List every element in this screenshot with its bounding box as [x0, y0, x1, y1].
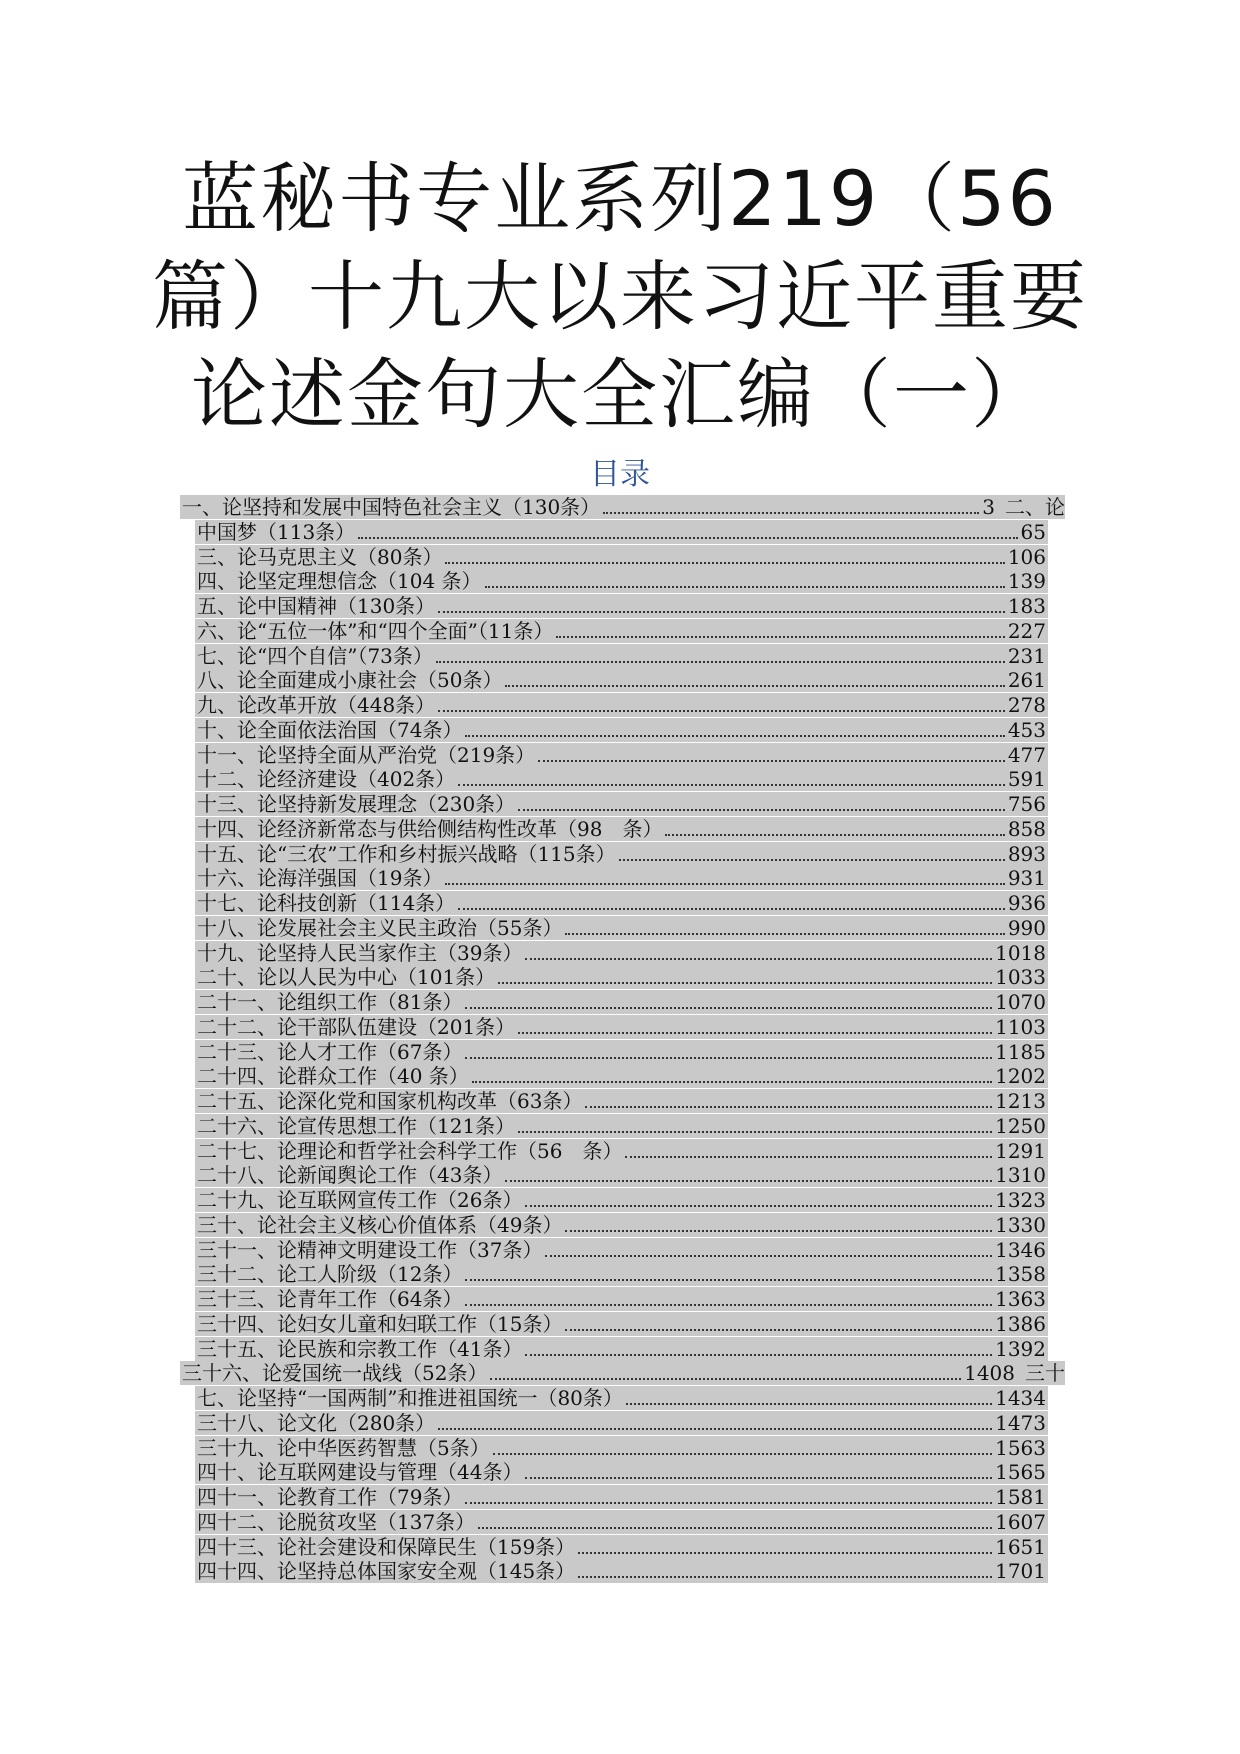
- toc-dot-leader: [565, 933, 1004, 935]
- toc-dot-leader: [518, 1131, 992, 1133]
- toc-entry-label: 三十四、论妇女儿童和妇联工作（15条）: [197, 1311, 563, 1336]
- toc-entry[interactable]: [195, 743, 1048, 767]
- toc-dot-leader: [465, 1007, 992, 1009]
- toc-entry[interactable]: [195, 693, 1048, 717]
- toc-dot-leader: [498, 982, 992, 984]
- toc-entry-label: 二十三、论人才工作（67条）: [197, 1039, 463, 1064]
- toc-entry[interactable]: [195, 891, 1048, 915]
- toc-entry-page: 1563: [995, 1435, 1046, 1460]
- toc-entry-page: 1358: [995, 1262, 1046, 1287]
- title-line-3: 论述金句大全汇编（一）: [191, 350, 1049, 439]
- toc-entry-label: 十九、论坚持人民当家作主（39条）: [197, 940, 523, 965]
- toc-entry[interactable]: [195, 941, 1048, 965]
- toc-entry-page: 858: [1007, 816, 1046, 841]
- toc-entry-label: 二十一、论组织工作（81条）: [197, 990, 463, 1014]
- toc-entry-label: 二十六、论宣传思想工作（121条）: [197, 1113, 516, 1138]
- toc-entry-page: 1213: [995, 1089, 1046, 1113]
- toc-entry-label: 二十二、论干部队伍建设（201条）: [197, 1014, 516, 1039]
- toc-entry-page: 936: [1007, 891, 1046, 915]
- toc-dot-leader: [556, 636, 1004, 638]
- toc-dot-leader: [545, 1255, 992, 1257]
- toc-entry[interactable]: [195, 1510, 1048, 1534]
- toc-entry-page: 1434: [995, 1386, 1046, 1410]
- toc-entry-page: 453: [1007, 717, 1046, 742]
- toc-entry-label: 十七、论科技创新（114条）: [197, 891, 456, 915]
- toc-entry[interactable]: [195, 1559, 1048, 1583]
- toc-entry-label: 四十一、论教育工作（79条）: [197, 1485, 463, 1509]
- toc-entry-label: 二十七、论理论和哲学社会科学工作（56 条）: [197, 1138, 623, 1163]
- title-line-2: 篇）十九大以来习近平重要: [152, 252, 1088, 341]
- toc-entry-page: 591: [1007, 767, 1046, 792]
- toc-dot-leader: [625, 1156, 992, 1158]
- toc-dot-leader: [578, 1576, 992, 1578]
- toc-entry-page: 1473: [995, 1410, 1046, 1435]
- toc-entry[interactable]: [195, 520, 1048, 544]
- toc-entry-page: 756: [1007, 792, 1046, 816]
- toc-dot-leader: [445, 562, 1004, 564]
- toc-dot-leader: [458, 784, 1005, 786]
- toc-entry-page: 1291: [995, 1138, 1046, 1163]
- toc-entry[interactable]: [195, 792, 1048, 816]
- toc-dot-leader: [490, 1378, 961, 1380]
- toc-dot-leader: [565, 1329, 992, 1331]
- toc-entry[interactable]: [195, 545, 1048, 569]
- toc-entry[interactable]: [195, 1188, 1048, 1212]
- toc-dot-leader: [438, 611, 1005, 613]
- toc-entry[interactable]: [195, 1015, 1048, 1039]
- toc-dot-leader: [525, 1477, 992, 1479]
- toc-entry[interactable]: [195, 1386, 1048, 1410]
- toc-entry-label: 五、论中国精神（130条）: [197, 594, 436, 618]
- toc-dot-leader: [578, 1552, 992, 1554]
- toc-dot-leader: [436, 661, 1005, 663]
- toc-entry-page: 278: [1007, 693, 1046, 717]
- toc-entry-label: 三十九、论中华医药智慧（5条）: [197, 1435, 490, 1460]
- toc-entry-page: 1581: [995, 1485, 1046, 1509]
- toc-entry-label: 二十四、论群众工作（40 条）: [197, 1064, 469, 1089]
- toc-entry[interactable]: [195, 965, 1048, 989]
- toc-entry-label: 二十八、论新闻舆论工作（43条）: [197, 1163, 503, 1188]
- toc-entry-label: 八、论全面建成小康社会（50条）: [197, 668, 503, 693]
- toc-entry-label: 十、论全面依法治国（74条）: [197, 717, 463, 742]
- toc-entry-continuation: 三十: [1025, 1361, 1065, 1386]
- toc-entry-label: 十二、论经济建设（402条）: [197, 767, 456, 792]
- title-line-1: 蓝秘书专业系列219（56: [182, 154, 1058, 243]
- toc-entry[interactable]: [195, 1485, 1048, 1509]
- toc-entry-label: 四十三、论社会建设和保障民生（159条）: [197, 1534, 576, 1559]
- toc-entry-page: 1202: [995, 1064, 1046, 1089]
- toc-entry-label: 三十、论社会主义核心价值体系（49条）: [197, 1212, 563, 1237]
- toc-entry-label: 七、论“四个自信”（73条）: [197, 643, 433, 668]
- toc-entry-label: 三十二、论工人阶级（12条）: [197, 1262, 463, 1287]
- toc-dot-leader: [603, 512, 979, 514]
- toc-entry-page: 1392: [995, 1336, 1046, 1361]
- toc-entry[interactable]: [195, 718, 1048, 742]
- toc-entry-page: 893: [1007, 841, 1046, 866]
- toc-entry-page: 990: [1007, 915, 1046, 940]
- toc-heading: 目录: [590, 457, 650, 492]
- toc-entry[interactable]: [195, 990, 1048, 1014]
- toc-entry-page: 106: [1007, 544, 1046, 569]
- toc-entry[interactable]: [195, 1535, 1048, 1559]
- toc-dot-leader: [518, 1032, 992, 1034]
- toc-entry[interactable]: [195, 1312, 1048, 1336]
- toc-entry[interactable]: [195, 866, 1048, 890]
- toc-entry-label: 二十九、论互联网宣传工作（26条）: [197, 1188, 523, 1212]
- toc-dot-leader: [438, 1428, 992, 1430]
- toc-dot-leader: [665, 834, 1004, 836]
- toc-entry[interactable]: [195, 1163, 1048, 1187]
- toc-entry-label: 十四、论经济新常态与供给侧结构性改革（98 条）: [197, 816, 663, 841]
- toc-dot-leader: [493, 1453, 992, 1455]
- toc-dot-leader: [465, 1304, 992, 1306]
- toc-entry-label: 四十四、论坚持总体国家安全观（145条）: [197, 1559, 576, 1584]
- toc-entry-label: 一、论坚持和发展中国特色社会主义（130条）: [182, 495, 601, 519]
- toc-dot-leader: [565, 1230, 992, 1232]
- toc-entry[interactable]: [180, 1361, 1065, 1385]
- toc-entry-label: 十一、论坚持全面从严治党（219条）: [197, 742, 536, 767]
- toc-entry[interactable]: [195, 1064, 1048, 1088]
- toc-dot-leader: [538, 760, 1005, 762]
- toc-entry-page: 1185: [995, 1039, 1046, 1064]
- toc-entry[interactable]: [195, 594, 1048, 618]
- toc-entry-label: 三十三、论青年工作（64条）: [197, 1287, 463, 1311]
- toc-dot-leader: [445, 883, 1004, 885]
- toc-entry[interactable]: [195, 817, 1048, 841]
- toc-dot-leader: [525, 1205, 992, 1207]
- toc-entry-page: 1070: [995, 990, 1046, 1014]
- toc-entry-label: 四十二、论脱贫攻坚（137条）: [197, 1509, 476, 1534]
- toc-entry-label: 三、论马克思主义（80条）: [197, 544, 443, 569]
- toc-entry[interactable]: [195, 1337, 1048, 1361]
- toc-entry[interactable]: [180, 495, 1065, 519]
- toc-dot-leader: [485, 586, 1005, 588]
- toc-entry-page: 1408: [964, 1361, 1015, 1386]
- toc-dot-leader: [472, 1081, 992, 1083]
- toc-entry-label: 二十五、论深化党和国家机构改革（63条）: [197, 1089, 583, 1113]
- toc-dot-leader: [465, 1502, 992, 1504]
- toc-entry[interactable]: [195, 569, 1048, 593]
- toc-entry[interactable]: [195, 1139, 1048, 1163]
- toc-entry-page: 1607: [995, 1509, 1046, 1534]
- toc-entry-page: 139: [1007, 569, 1046, 594]
- toc-entry-label: 十三、论坚持新发展理念（230条）: [197, 792, 516, 816]
- toc-entry[interactable]: [195, 1089, 1048, 1113]
- toc-entry[interactable]: [195, 767, 1048, 791]
- toc-entry-continuation: 二、论: [1005, 495, 1065, 519]
- toc-entry-label: 三十八、论文化（280条）: [197, 1410, 436, 1435]
- toc-entry-page: 1033: [995, 965, 1046, 990]
- toc-entry-page: 261: [1007, 668, 1046, 693]
- toc-entry-page: 3: [982, 495, 995, 519]
- toc-entry[interactable]: [195, 1238, 1048, 1262]
- toc-entry-page: 183: [1007, 594, 1046, 618]
- toc-entry-label: 九、论改革开放（448条）: [197, 693, 436, 717]
- toc-entry[interactable]: [195, 1114, 1048, 1138]
- toc-dot-leader: [438, 710, 1005, 712]
- toc-dot-leader: [525, 958, 992, 960]
- toc-entry-label: 四十、论互联网建设与管理（44条）: [197, 1460, 523, 1485]
- toc-entry-label: 三十六、论爱国统一战线（52条）: [182, 1361, 488, 1386]
- toc-dot-leader: [478, 1527, 992, 1529]
- toc-entry[interactable]: [195, 1460, 1048, 1484]
- toc-entry-page: 227: [1007, 618, 1046, 643]
- toc-entry[interactable]: [195, 916, 1048, 940]
- toc-entry-page: 1363: [995, 1287, 1046, 1311]
- toc-entry[interactable]: [195, 1287, 1048, 1311]
- toc-entry-page: 477: [1007, 742, 1046, 767]
- toc-entry-label: 三十五、论民族和宗教工作（41条）: [197, 1336, 523, 1361]
- toc-entry-label: 十六、论海洋强国（19条）: [197, 866, 443, 891]
- toc-dot-leader: [518, 809, 1005, 811]
- toc-dot-leader: [465, 1057, 992, 1059]
- toc-dot-leader: [619, 859, 1005, 861]
- toc-entry[interactable]: [195, 668, 1048, 692]
- toc-entry[interactable]: [195, 1411, 1048, 1435]
- toc-entry-page: 1701: [995, 1559, 1046, 1584]
- toc-dot-leader: [458, 908, 1005, 910]
- toc-dot-leader: [505, 1180, 992, 1182]
- toc-dot-leader: [465, 1279, 992, 1281]
- toc-entry-page: 1310: [995, 1163, 1046, 1188]
- toc-entry[interactable]: [195, 1040, 1048, 1064]
- toc-entry-page: 1565: [995, 1460, 1046, 1485]
- toc-dot-leader: [465, 735, 1004, 737]
- toc-entry-label: 四、论坚定理想信念（104 条）: [197, 569, 482, 594]
- toc-entry-page: 1103: [995, 1014, 1046, 1039]
- toc-dot-leader: [626, 1403, 992, 1405]
- toc-entry-page: 1386: [995, 1311, 1046, 1336]
- toc-entry-page: 1651: [995, 1534, 1046, 1559]
- toc-entry-page: 931: [1007, 866, 1046, 891]
- toc-entry-label: 十五、论“三农”工作和乡村振兴战略（115条）: [197, 841, 616, 866]
- toc-entry-page: 1323: [995, 1188, 1046, 1212]
- toc-dot-leader: [505, 685, 1004, 687]
- toc-entry-page: 231: [1007, 643, 1046, 668]
- toc-entry-page: 65: [1020, 519, 1046, 544]
- toc-entry-label: 二十、论以人民为中心（101条）: [197, 965, 496, 990]
- toc-entry[interactable]: [195, 619, 1048, 643]
- toc-entry-page: 1330: [995, 1212, 1046, 1237]
- toc-entry[interactable]: [195, 1213, 1048, 1237]
- toc-entry-label: 三十一、论精神文明建设工作（37条）: [197, 1237, 543, 1262]
- toc-entry[interactable]: [195, 1436, 1048, 1460]
- toc-entry-page: 1346: [995, 1237, 1046, 1262]
- toc-entry-label: 中国梦（113条）: [197, 519, 356, 544]
- toc-entry-label: 六、论“五位一体”和“四个全面”（11条）: [197, 618, 554, 643]
- toc-entry-page: 1250: [995, 1113, 1046, 1138]
- toc-dot-leader: [525, 1354, 992, 1356]
- toc-entry-label: 七、论坚持“一国两制”和推进祖国统一（80条）: [197, 1386, 623, 1410]
- toc-entry-label: 十八、论发展社会主义民主政治（55条）: [197, 915, 563, 940]
- toc-entry-page: 1018: [995, 940, 1046, 965]
- toc-entry[interactable]: [195, 842, 1048, 866]
- toc-dot-leader: [358, 537, 1017, 539]
- toc-entry[interactable]: [195, 644, 1048, 668]
- toc-entry[interactable]: [195, 1262, 1048, 1286]
- toc-dot-leader: [585, 1106, 992, 1108]
